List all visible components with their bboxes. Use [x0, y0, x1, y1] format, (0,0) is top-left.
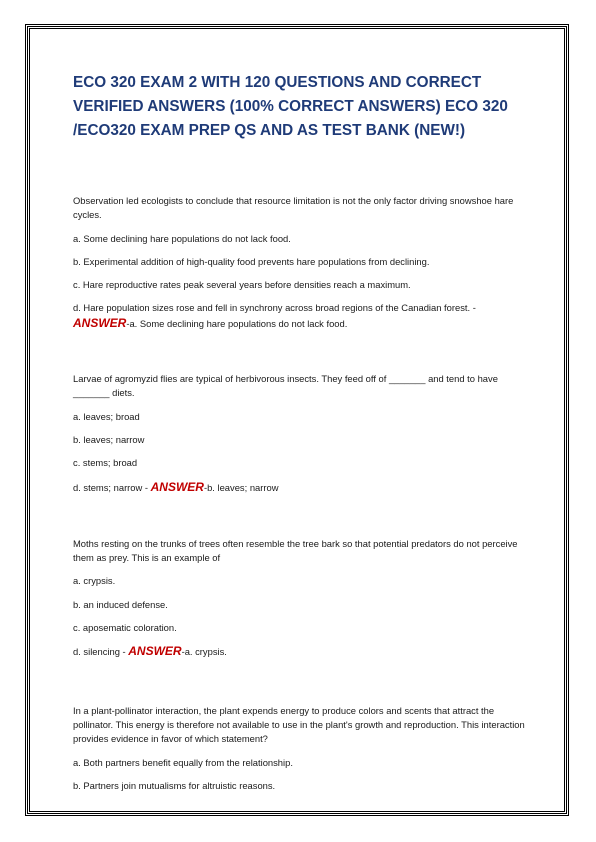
question-2: [73, 372, 533, 495]
question-text: Observation led ecologists to conclude that resource limitation is not the only factor driving snowshoe hare cycles.: [73, 195, 514, 221]
answer-label: ANSWER: [150, 479, 204, 494]
answer-label: ANSWER: [128, 644, 182, 659]
option-b: b. leaves; narrow: [73, 433, 145, 445]
option-c: c. stems; broad: [73, 457, 138, 469]
option-d: d. silencing -: [73, 646, 129, 658]
question-3: [73, 537, 533, 660]
option-a: a. crypsis.: [73, 575, 116, 587]
answer-text: -a. crypsis.: [181, 646, 227, 658]
document-title: ECO 320 EXAM 2 WITH 120 QUESTIONS AND CORRECT VERIFIED ANSWERS (100% CORRECT ANSWERS) ECO 320 /ECO320 EXAM PREP QS AND AS TEST BANK (NEW!): [73, 74, 508, 139]
question-1: [73, 194, 533, 331]
question-text: Moths resting on the trunks of trees often resemble the tree bark so that potential predators do not perceive them as prey. This is an example of: [73, 537, 518, 564]
option-d-with-answer: [73, 301, 533, 331]
option-a: a. Both partners benefit equally from the relationship.: [73, 756, 293, 768]
answer-text: -a. Some declining hare populations do not lack food.: [126, 317, 348, 329]
option-d-with-answer: [73, 480, 533, 495]
answer-label: ANSWER: [73, 315, 127, 330]
question-text: Larvae of agromyzid flies are typical of herbivorous insects. They feed off of _______ and tend to have _______ diets.: [73, 373, 498, 399]
question-text: In a plant-pollinator interaction, the plant expends energy to produce colors and scents that attract the pollinator. This energy is therefore not available to use in the plant's growth and reproduction. This interaction provides evidence in favor of which statement?: [73, 704, 525, 745]
answer-text: -b. leaves; narrow: [203, 481, 279, 493]
question-list: [73, 194, 533, 802]
option-d: d. stems; narrow -: [73, 481, 151, 493]
option-a: a. leaves; broad: [73, 410, 140, 422]
option-d-with-answer: [73, 644, 533, 659]
option-b: b. Partners join mutualisms for altruistic reasons.: [73, 779, 276, 791]
question-4: [73, 704, 533, 793]
option-c: c. Hare reproductive rates peak several years before densities reach a maximum.: [73, 279, 411, 291]
option-b: b. an induced defense.: [73, 598, 168, 610]
option-d: d. Hare population sizes rose and fell in synchrony across broad regions of the Canadian forest. -: [73, 302, 476, 314]
option-c: c. aposematic coloration.: [73, 622, 177, 634]
option-b: b. Experimental addition of high-quality food prevents hare populations from declining.: [73, 255, 430, 267]
option-a: a. Some declining hare populations do not lack food.: [73, 232, 291, 244]
